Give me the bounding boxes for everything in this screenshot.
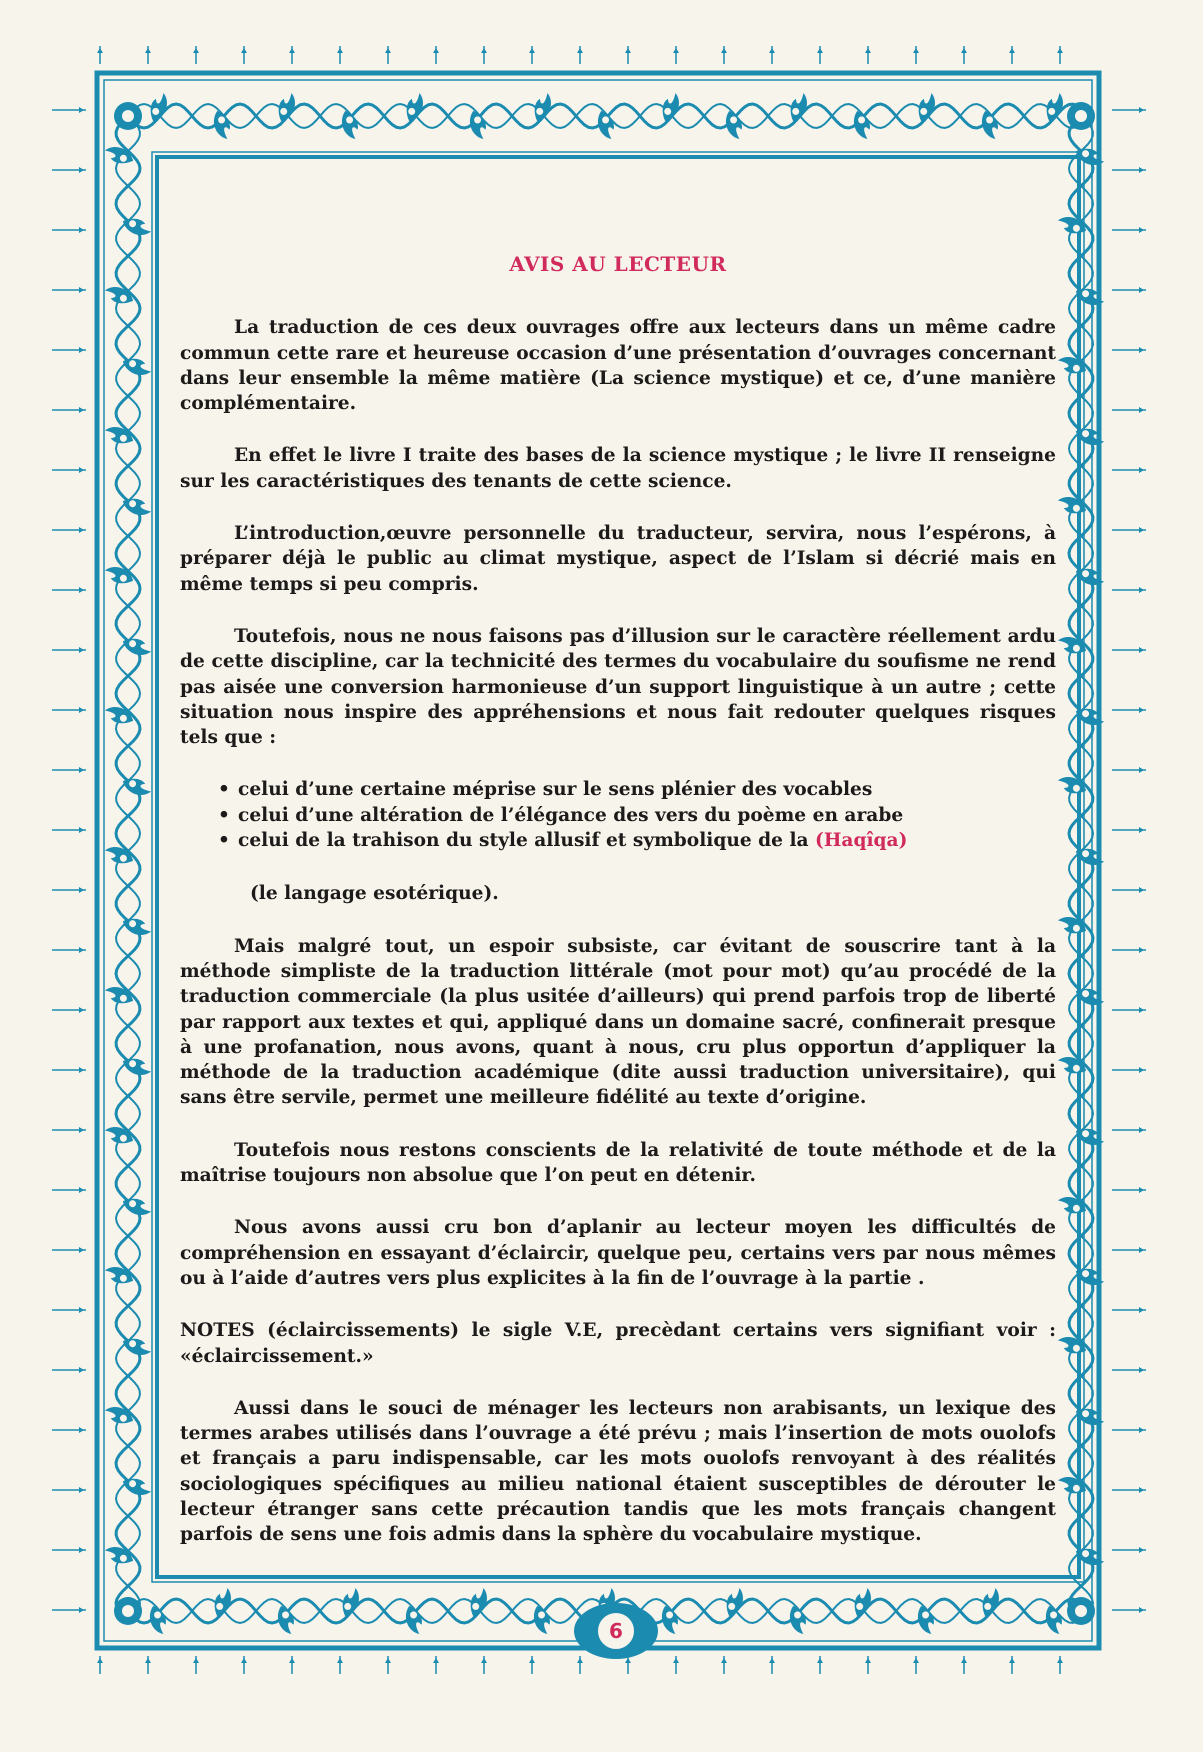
right-arrow-icon-head [1139, 647, 1144, 653]
bottom-arrow-icon-head [817, 1658, 823, 1663]
right-arrow-icon-head [1139, 1127, 1144, 1133]
top-arrow-icon-head [193, 48, 199, 53]
bottom-arrow-icon-head [481, 1658, 487, 1663]
left-arrow-icon-head [79, 587, 84, 593]
left-arrow-icon-head [79, 647, 84, 653]
left-arrow-icon-head [79, 767, 84, 773]
bottom-arrow-icon-head [865, 1658, 871, 1663]
top-arrow-icon-head [865, 48, 871, 53]
right-arrow-icon-head [1139, 827, 1144, 833]
top-arrow-icon-head [673, 48, 679, 53]
left-arrow-icon-head [79, 1307, 84, 1313]
right-arrow-icon-head [1139, 1607, 1144, 1613]
paragraph-3: L’introduction,œuvre personnelle du traducteur, servira, nous l’espérons, à préparer déjà le public au climat mystique, aspect de l’Islam si décrié mais en même temps si peu compris. [180, 523, 1056, 595]
bottom-arrow-icon-head [241, 1658, 247, 1663]
right-arrow-icon-head [1139, 1187, 1144, 1193]
right-arrow-icon-head [1139, 227, 1144, 233]
right-arrow-icon-head [1139, 1067, 1144, 1073]
left-arrow-icon-head [79, 887, 84, 893]
left-arrow-icon-head [79, 1427, 84, 1433]
top-arrow-icon-head [769, 48, 775, 53]
list-item: • celui de la trahison du style allusif et symbolique de la (Haqîqa) [218, 828, 1056, 853]
right-arrow-icon-head [1139, 527, 1144, 533]
left-arrow-icon-head [79, 1547, 84, 1553]
top-arrow-icon-head [577, 48, 583, 53]
paragraph-9: Aussi dans le souci de ménager les lecteurs non arabisants, un lexique des termes arabes utilisés dans l’ouvrage a été prévu ; mais l’insertion de mots ouolofs et français a paru indispensable, car les mots ouolofs renvoyant à des réalités sociologiques spécifiques au milieu national étaient susceptibles de dérouter le lecteur étranger sans cette précaution tandis que les mots français changent parfois de sens une fois admis dans la sphère du vocabulaire mystique. [180, 1397, 1056, 1546]
top-arrow-icon-head [913, 48, 919, 53]
left-arrow-icon-head [79, 1007, 84, 1013]
top-arrow-icon-head [817, 48, 823, 53]
paragraph-5: Mais malgré tout, un espoir subsiste, car évitant de souscrire tant à la méthode simpliste de la traduction littérale (mot pour mot) qu’au procédé de la traduction commerciale (la plus usitée d’ailleurs) qui prend parfois trop de liberté par rapport aux textes et qui, appliqué dans un domaine sacré, confinerait presque à une profanation, nous avons, quant à nous, cru plus opportun d’appliquer la méthode de la traduction académique (dite aussi traduction universitaire), qui sans être servile, permet une meilleure fidélité au texte d’origine. [180, 935, 1056, 1109]
corner-rosette-center [122, 110, 134, 122]
bottom-arrow-icon-head [193, 1658, 199, 1663]
corner-rosette-center [1075, 110, 1087, 122]
list-continuation: (le langage esotérique). [250, 883, 499, 905]
right-arrow-icon-head [1139, 467, 1144, 473]
left-arrow-icon-head [79, 287, 84, 293]
left-arrow-icon-head [79, 1367, 84, 1373]
left-arrow-icon-head [79, 1127, 84, 1133]
left-arrow-icon-head [79, 1067, 84, 1073]
left-arrow-icon-head [79, 947, 84, 953]
bottom-arrow-icon-head [289, 1658, 295, 1663]
top-arrow-icon-head [433, 48, 439, 53]
left-arrow-icon-head [79, 467, 84, 473]
document-body [180, 252, 1056, 1575]
left-arrow-icon-head [79, 167, 84, 173]
top-arrow-icon-head [625, 48, 631, 53]
paragraph-2: En effet le livre I traite des bases de la science mystique ; le livre II renseigne sur les caractéristiques des tenants de cette science. [180, 445, 1056, 492]
vine-left [116, 116, 140, 1611]
left-arrow-icon-head [79, 1247, 84, 1253]
paragraph-8: NOTES (éclaircissements) le sigle V.E, precèdant certains vers signifiant voir : «éclaircissement.» [180, 1320, 1056, 1367]
paragraph-1: La traduction de ces deux ouvrages offre aux lecteurs dans un même cadre commun cette rare et heureuse occasion d’une présentation d’ouvrages concernant dans leur ensemble la même matière (La science mystique) et ce, d’une manière complémentaire. [180, 317, 1056, 415]
right-arrow-icon-head [1139, 107, 1144, 113]
bottom-arrow-icon-head [625, 1658, 631, 1663]
corner-rosette-center [1075, 1605, 1087, 1617]
bottom-arrow-icon-head [673, 1658, 679, 1663]
bullet-icon: • [218, 804, 230, 826]
top-arrow-icon-head [97, 48, 103, 53]
right-arrow-icon-head [1139, 1307, 1144, 1313]
top-arrow-icon-head [289, 48, 295, 53]
list-item: • celui d’une certaine méprise sur le sens plénier des vocables [218, 777, 1056, 802]
bottom-arrow-icon-head [913, 1658, 919, 1663]
right-arrow-icon-head [1139, 887, 1144, 893]
bottom-arrow-icon-head [529, 1658, 535, 1663]
top-arrow-icon-head [721, 48, 727, 53]
right-arrow-icon-head [1139, 167, 1144, 173]
paragraph-4: Toutefois, nous ne nous faisons pas d’illusion sur le caractère réellement ardu de cette discipline, car la technicité des termes du vocabulaire du soufisme ne rend pas aisée une conversion harmonieuse d’un support linguistique à un autre ; cette situation nous inspire des appréhensions et nous fait redouter quelques risques tels que : [180, 625, 1056, 749]
right-arrow-icon-head [1139, 1547, 1144, 1553]
paragraph-6: Toutefois nous restons conscients de la relativité de toute méthode et de la maîtrise toujours non absolue que l’on peut en détenir. [180, 1139, 1056, 1187]
page-title: AVIS AU LECTEUR [509, 252, 727, 276]
left-arrow-icon-head [79, 707, 84, 713]
top-arrow-icon-head [961, 48, 967, 53]
bottom-arrow-icon-head [721, 1658, 727, 1663]
bottom-arrow-icon-head [577, 1658, 583, 1663]
left-arrow-icon-head [79, 107, 84, 113]
right-arrow-icon-head [1139, 707, 1144, 713]
paragraph-7: Nous avons aussi cru bon d’aplanir au lecteur moyen les difficultés de compréhension en essayant d’éclaircir, quelque peu, certains vers par nous mêmes ou à l’aide d’autres vers plus explicites à la fin de l’ouvrage à la partie . [180, 1217, 1056, 1289]
right-arrow-icon-head [1139, 407, 1144, 413]
bullet-icon: • [218, 779, 230, 801]
top-arrow-icon-head [529, 48, 535, 53]
top-arrow-icon-head [385, 48, 391, 53]
top-arrow-icon-head [1057, 48, 1063, 53]
page-number: 6 [596, 1611, 636, 1651]
highlight-term: (Haqîqa) [815, 830, 908, 852]
top-arrow-icon-head [481, 48, 487, 53]
left-arrow-icon-head [79, 347, 84, 353]
right-arrow-icon-head [1139, 287, 1144, 293]
right-arrow-icon-head [1139, 347, 1144, 353]
left-arrow-icon-head [79, 1187, 84, 1193]
top-arrow-icon-head [145, 48, 151, 53]
bottom-arrow-icon-head [961, 1658, 967, 1663]
right-arrow-icon-head [1139, 767, 1144, 773]
left-arrow-icon-head [79, 1487, 84, 1493]
bottom-arrow-icon-head [433, 1658, 439, 1663]
top-arrow-icon-head [337, 48, 343, 53]
left-arrow-icon-head [79, 227, 84, 233]
bottom-arrow-icon-head [145, 1658, 151, 1663]
left-arrow-icon-head [79, 527, 84, 533]
bottom-arrow-icon-head [1057, 1658, 1063, 1663]
list-item: • celui d’une altération de l’élégance des vers du poème en arabe [218, 803, 1056, 828]
top-arrow-icon-head [1009, 48, 1015, 53]
right-arrow-icon-head [1139, 1487, 1144, 1493]
bottom-arrow-icon-head [1009, 1658, 1015, 1663]
right-arrow-icon-head [1139, 1367, 1144, 1373]
right-arrow-icon-head [1139, 1427, 1144, 1433]
bullet-icon: • [218, 830, 230, 852]
right-arrow-icon-head [1139, 1007, 1144, 1013]
right-arrow-icon-head [1139, 1247, 1144, 1253]
bottom-arrow-icon-head [337, 1658, 343, 1663]
risk-list [218, 777, 1056, 853]
bottom-arrow-icon-head [97, 1658, 103, 1663]
left-arrow-icon-head [79, 827, 84, 833]
right-arrow-icon-head [1139, 587, 1144, 593]
bottom-arrow-icon-head [769, 1658, 775, 1663]
left-arrow-icon-head [79, 1607, 84, 1613]
corner-rosette-center [122, 1605, 134, 1617]
right-arrow-icon-head [1139, 947, 1144, 953]
left-arrow-icon-head [79, 407, 84, 413]
top-arrow-icon-head [241, 48, 247, 53]
bottom-arrow-icon-head [385, 1658, 391, 1663]
